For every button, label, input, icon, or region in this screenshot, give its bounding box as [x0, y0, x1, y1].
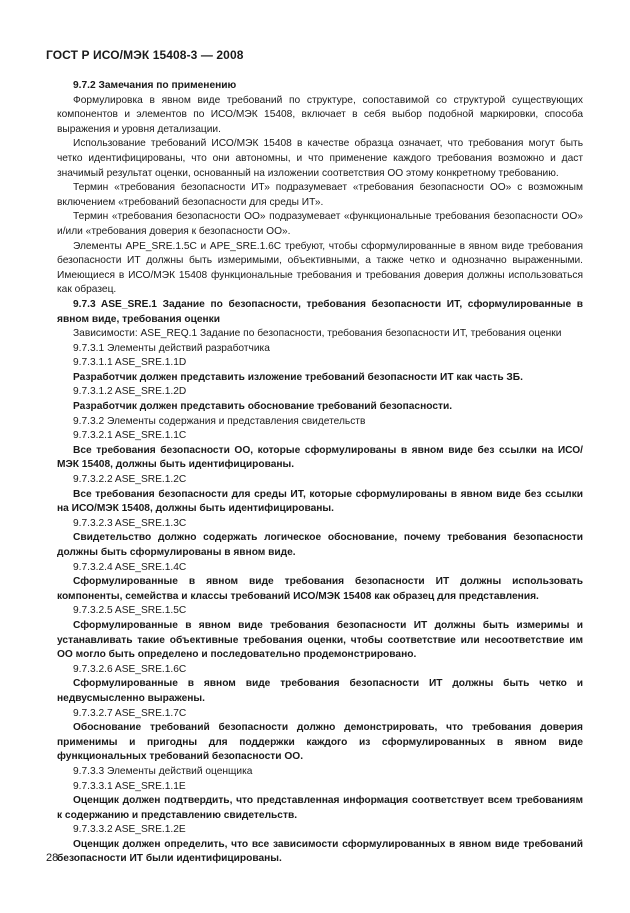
element-id: 9.7.3.2.3 ASE_SRE.1.3C: [73, 517, 187, 529]
requirement-text: Все требования безопасности для среды ИТ, которые сформулированы в явном виде без ссылки на ИСО/МЭК 15408, должны быть идентифицированы.: [57, 488, 583, 515]
requirement-text: Оценщик должен определить, что все зависимости сформулированных в явном виде требований безопасности ИТ были идентифицированы.: [57, 838, 583, 865]
section-heading: 9.7.3 ASE_SRE.1 Задание по безопасности, требования безопасности ИТ, сформулированные в явном виде, требования оценки: [57, 298, 583, 325]
element-id: 9.7.3.2.2 ASE_SRE.1.2C: [73, 474, 187, 486]
requirement-text: Сформулированные в явном виде требования безопасности ИТ должны использовать компоненты, семейства и классы требований ИСО/МЭК 15408 как образец для представления.: [57, 576, 583, 602]
subsection-label: 9.7.3.2 Элементы содержания и представления свидетельств: [73, 415, 366, 427]
subsection-label: 9.7.3.1 Элементы действий разработчика: [73, 342, 270, 354]
paragraph: Использование требований ИСО/МЭК 15408 в качестве образца означает, что требования могут быть четко идентифицированы, что они автономны, и что применение каждого требования возможно и даст значимый результат оценки, основанный на изложении соответствия ОО этому конкретному требованию.: [57, 138, 583, 179]
dependencies-line: Зависимости: ASE_REQ.1 Задание по безопасности, требования безопасности ИТ, требования оценки: [73, 328, 562, 340]
page-number: 28: [46, 852, 59, 864]
requirement-text: Свидетельство должно содержать логическое обоснование, почему требования безопасности должны быть сформулированы в явном виде.: [57, 532, 583, 558]
paragraph: Термин «требования безопасности ОО» подразумевает «функциональные требования безопасности ОО» и/или «требования доверия к безопасности ОО».: [57, 211, 583, 237]
requirement-text: Сформулированные в явном виде требования безопасности ИТ должны быть измеримы и устанавливать такие объективные требования оценки, чтобы соответствие или несоответствие им ОО могло быть определено и последовательно продемонстрировано.: [57, 619, 583, 661]
element-id: 9.7.3.2.4 ASE_SRE.1.4C: [73, 561, 187, 573]
element-id: 9.7.3.1.2 ASE_SRE.1.2D: [73, 386, 187, 398]
requirement-text: Сформулированные в явном виде требования безопасности ИТ должны быть четко и недвусмысленно выражены.: [57, 678, 583, 704]
element-id: 9.7.3.1.1 ASE_SRE.1.1D: [73, 357, 187, 369]
element-id: 9.7.3.2.5 ASE_SRE.1.5C: [73, 605, 187, 617]
element-id: 9.7.3.2.6 ASE_SRE.1.6C: [73, 663, 187, 675]
requirement-text: Обоснование требований безопасности должно демонстрировать, что требования доверия применимы и пригодны для поддержки каждого из сформулированных в явном виде функциональных требований безопасности ОО.: [57, 722, 583, 763]
paragraph: Формулировка в явном виде требований по структуре, сопоставимой со структурой существующих компонентов и элементов по ИСО/МЭК 15408, включает в себя выбор подобной маркировки, способа выражения и уровня детализации.: [57, 94, 583, 135]
element-id: 9.7.3.2.1 ASE_SRE.1.1C: [73, 430, 187, 442]
requirement-text: Оценщик должен подтвердить, что представленная информация соответствует всем требованиям к содержанию и представлению свидетельств.: [57, 795, 583, 821]
element-id: 9.7.3.3.1 ASE_SRE.1.1E: [73, 780, 186, 792]
paragraph: Элементы APE_SRE.1.5C и APE_SRE.1.6C требуют, чтобы сформулированные в явном виде требования безопасности ИТ должны быть измеримыми, объективными, а также четко и однозначно выраженными. Имеющиеся в ИСО/МЭК 15408 функциональные требования и требования доверия должны использоваться как образец.: [57, 240, 583, 296]
paragraph: Термин «требования безопасности ИТ» подразумевает «требования безопасности ОО» с возможным включением «требований безопасности для среды ИТ».: [57, 182, 583, 208]
document-body: [57, 79, 583, 867]
subsection-label: 9.7.3.3 Элементы действий оценщика: [73, 765, 253, 777]
requirement-text: Разработчик должен представить изложение требований безопасности ИТ как часть ЗБ.: [73, 371, 523, 383]
requirement-text: Разработчик должен представить обоснование требований безопасности.: [73, 401, 453, 413]
requirement-text: Все требования безопасности ОО, которые сформулированы в явном виде без ссылки на ИСО/МЭК 15408, должны быть идентифицированы.: [57, 444, 583, 471]
section-heading: 9.7.2 Замечания по применению: [73, 80, 237, 91]
element-id: 9.7.3.2.7 ASE_SRE.1.7C: [73, 707, 187, 719]
element-id: 9.7.3.3.2 ASE_SRE.1.2E: [73, 824, 186, 836]
document-header: ГОСТ Р ИСО/МЭК 15408-3 — 2008: [46, 48, 244, 62]
